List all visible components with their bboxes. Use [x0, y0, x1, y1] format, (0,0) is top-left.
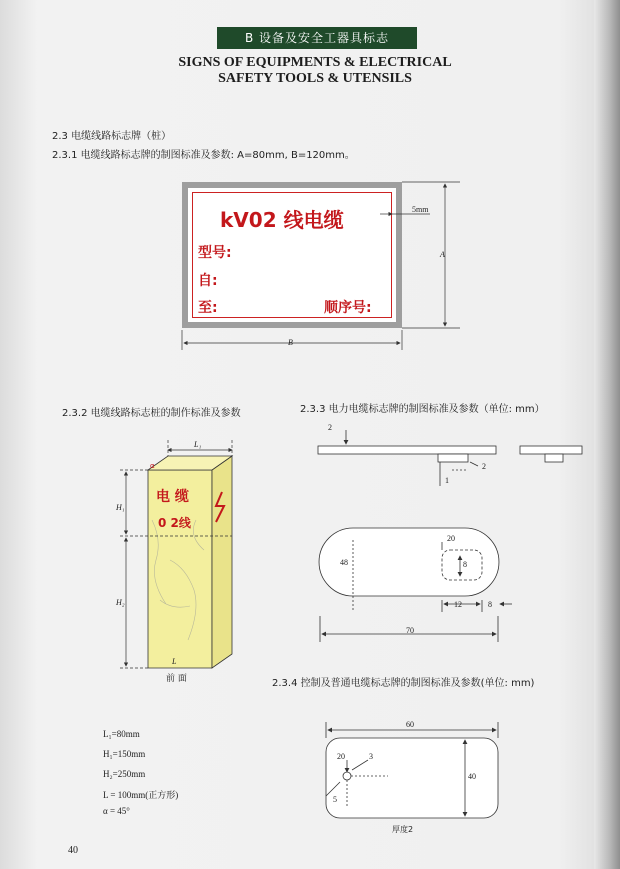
control-caption: 厚度2 — [392, 825, 414, 834]
param-h2: H₂=250mm — [103, 769, 146, 779]
heading-2-3-3: 2.3.3 电力电缆标志牌的制图标准及参数（单位: mm） — [300, 404, 545, 415]
power-dim-8a: 8 — [463, 560, 467, 569]
heading-2-3-2: 2.3.2 电缆线路标志桩的制作标准及参数 — [62, 408, 241, 419]
post-text-line2: 0 2线 — [158, 516, 191, 530]
sign-label-to: 至: — [198, 300, 218, 316]
power-dim-8b: 8 — [488, 600, 492, 609]
post-text-line1: 电 缆 — [156, 489, 189, 505]
heading-2-3-4: 2.3.4 控制及普通电缆标志牌的制图标准及参数(单位: mm) — [272, 678, 535, 689]
power-dim-70: 70 — [406, 626, 414, 635]
post-dim-l: L — [172, 657, 177, 666]
control-tag-drawing — [326, 722, 498, 818]
power-dim-2b: 2 — [482, 462, 486, 471]
param-h1: H₁=150mm — [103, 749, 146, 759]
power-tag-side-view — [318, 430, 582, 486]
post-dim-h2: H₂ — [116, 598, 125, 607]
control-dim-60: 60 — [406, 720, 414, 729]
heading-2-3: 2.3 电缆线路标志牌（桩） — [52, 131, 172, 142]
param-alpha: α = 45° — [103, 806, 130, 816]
sign-label-seq: 顺序号: — [324, 300, 372, 316]
sign-dim-a: A — [440, 250, 445, 259]
sign-dim-border: 5mm — [412, 205, 429, 214]
section-banner: B 设备及安全工器具标志 — [217, 27, 417, 49]
power-dim-1: 1 — [445, 476, 449, 485]
power-tag-front-view — [319, 528, 512, 642]
power-dim-12: 12 — [454, 600, 462, 609]
sign-title: kV02 线电缆 — [220, 208, 344, 232]
page-number: 40 — [68, 845, 78, 856]
control-dim-20: 20 — [337, 752, 345, 761]
post-caption: 前 面 — [166, 674, 187, 684]
heading-2-3-1: 2.3.1 电缆线路标志牌的制图标准及参数: A=80mm, B=120mm。 — [52, 150, 355, 161]
control-dim-40: 40 — [468, 772, 476, 781]
sign-label-model: 型号: — [198, 245, 232, 261]
param-l1: L₁=80mm — [103, 729, 140, 739]
english-title-line1: SIGNS OF EQUIPMENTS & ELECTRICAL — [178, 55, 452, 70]
control-dim-5: 5 — [333, 795, 337, 804]
power-dim-20: 20 — [447, 534, 455, 543]
param-l: L = 100mm(正方形) — [103, 790, 179, 800]
power-dim-2a: 2 — [328, 423, 332, 432]
control-dim-3: 3 — [369, 752, 373, 761]
sign-dim-b: B — [288, 338, 293, 347]
svg-text:α: α — [150, 462, 155, 470]
post-dim-l1: L₁ — [194, 440, 202, 449]
english-title-line2: SAFETY TOOLS & UTENSILS — [218, 71, 412, 86]
post-dim-h1: H₁ — [116, 503, 125, 512]
power-dim-48: 48 — [340, 558, 348, 567]
sign-label-from: 自: — [198, 273, 218, 289]
